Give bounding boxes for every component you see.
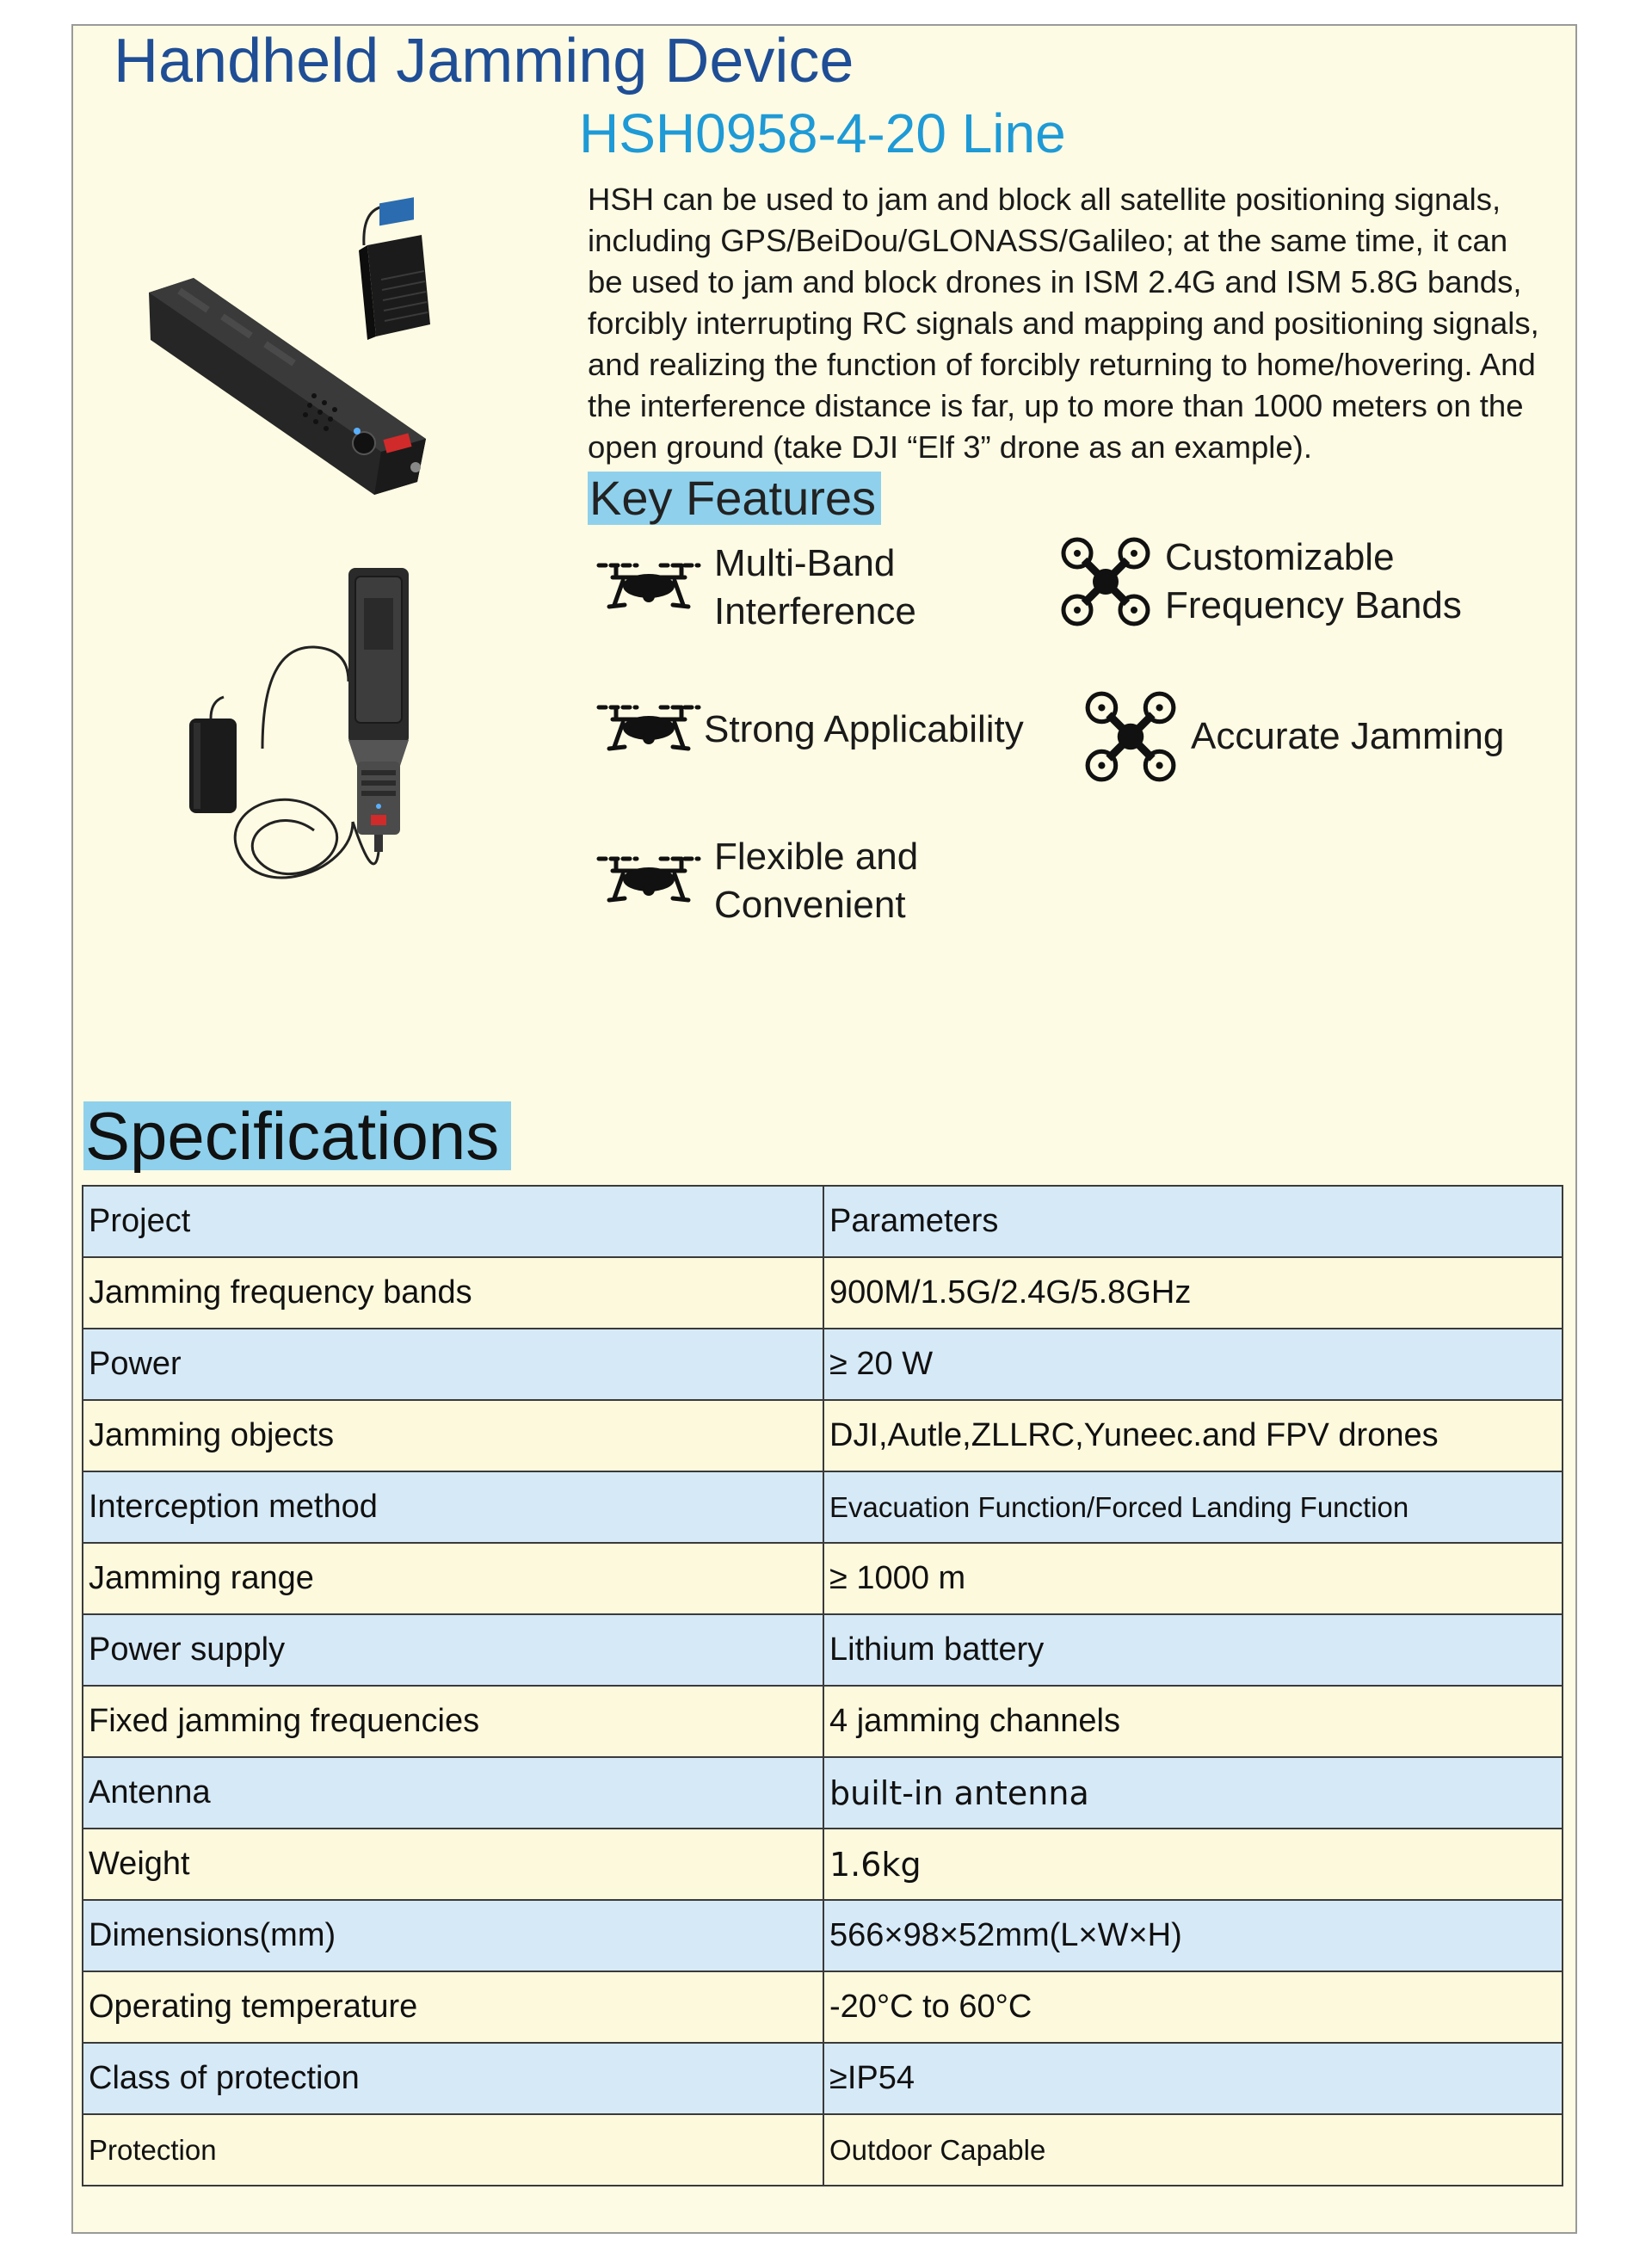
table-row <box>83 1400 1563 1471</box>
spec-value: Lithium battery <box>823 1614 1563 1686</box>
spec-project <box>83 2114 823 2186</box>
table-row <box>83 1329 1563 1400</box>
product-line-subtitle: HSH0958-4-20 Line <box>579 102 1066 164</box>
feature-label: Accurate Jamming <box>1191 715 1505 757</box>
drone-side-icon <box>594 847 704 916</box>
feature-label: Strong Applicability <box>704 708 1024 750</box>
spec-value <box>823 1471 1563 1543</box>
table-row <box>83 1900 1563 1971</box>
feature-flexible-convenient <box>594 833 918 929</box>
quadcopter-top-icon <box>1082 688 1179 785</box>
spec-value: ≥IP54 <box>823 2043 1563 2114</box>
spec-value: ≥ 1000 m <box>823 1543 1563 1614</box>
spec-value: 1.6kg <box>823 1829 1563 1900</box>
feature-multi-band <box>594 540 916 636</box>
feature-customizable-bands <box>1058 533 1462 630</box>
spec-value: 566×98×52mm(L×W×H) <box>823 1900 1563 1971</box>
table-row <box>83 1829 1563 1900</box>
quadcopter-top-icon <box>1058 534 1153 629</box>
table-row <box>83 1614 1563 1686</box>
key-features-heading: Key Features <box>588 472 881 525</box>
spec-project: Power supply <box>83 1614 823 1686</box>
table-row <box>83 1543 1563 1614</box>
spec-value: DJI,Autle,ZLLRC,Yuneec.and FPV drones <box>823 1400 1563 1471</box>
spec-value: 900M/1.5G/2.4G/5.8GHz <box>823 1257 1563 1329</box>
spec-project-text: Protection <box>89 2134 217 2166</box>
table-row <box>83 2043 1563 2114</box>
spec-project: Power <box>83 1329 823 1400</box>
spec-project: Jamming range <box>83 1543 823 1614</box>
product-description: HSH can be used to jam and block all satellite positioning signals, including GPS/BeiDou/GLONASS/Galileo; at the same time, it can be used to jam and block drones in ISM 2.4G and ISM 5.8G bands, forcibly interrupting RC signals and mapping and positioning signals, and realizing the function of forcibly returning to home/hovering. And the interference distance is far, up to more than 1000 meters on the open ground (take DJI “Elf 3” drone as an example). <box>588 182 1539 465</box>
spec-project: Dimensions(mm) <box>83 1900 823 1971</box>
feature-accurate-jamming <box>1082 688 1504 785</box>
spec-project: Jamming frequency bands <box>83 1257 823 1329</box>
column-header-project: Project <box>83 1186 823 1257</box>
handheld-antenna-illustration <box>185 564 435 908</box>
spec-project: Operating temperature <box>83 1971 823 2043</box>
table-row <box>83 1257 1563 1329</box>
spec-value-text: Evacuation Function/Forced Landing Function <box>829 1491 1409 1523</box>
feature-label: Flexible and Convenient <box>714 836 919 926</box>
specifications-table <box>82 1185 1563 2186</box>
spec-project: Jamming objects <box>83 1400 823 1471</box>
table-row <box>83 1686 1563 1757</box>
table-header-row <box>83 1186 1563 1257</box>
page-title: Handheld Jamming Device <box>114 27 854 96</box>
spec-project: Antenna <box>83 1757 823 1829</box>
specifications-heading: Specifications <box>83 1101 511 1170</box>
jammer-device-illustration <box>142 194 452 508</box>
feature-label: Customizable Frequency Bands <box>1165 536 1462 626</box>
spec-value <box>823 2114 1563 2186</box>
spec-value: built-in antenna <box>823 1757 1563 1829</box>
spec-project: Weight <box>83 1829 823 1900</box>
table-row <box>83 1971 1563 2043</box>
spec-project: Fixed jamming frequencies <box>83 1686 823 1757</box>
column-header-parameters: Parameters <box>823 1186 1563 1257</box>
spec-value-text: Outdoor Capable <box>829 2134 1046 2166</box>
table-row <box>83 1471 1563 1543</box>
feature-label: Multi-Band Interference <box>714 542 916 632</box>
spec-value: 4 jamming channels <box>823 1686 1563 1757</box>
drone-side-icon <box>594 553 704 622</box>
feature-strong-applicability <box>594 695 1024 764</box>
spec-value: ≥ 20 W <box>823 1329 1563 1400</box>
spec-value: -20°C to 60°C <box>823 1971 1563 2043</box>
drone-side-icon <box>594 695 704 764</box>
spec-project: Interception method <box>83 1471 823 1543</box>
spec-project: Class of protection <box>83 2043 823 2114</box>
table-row <box>83 2114 1563 2186</box>
table-row <box>83 1757 1563 1829</box>
